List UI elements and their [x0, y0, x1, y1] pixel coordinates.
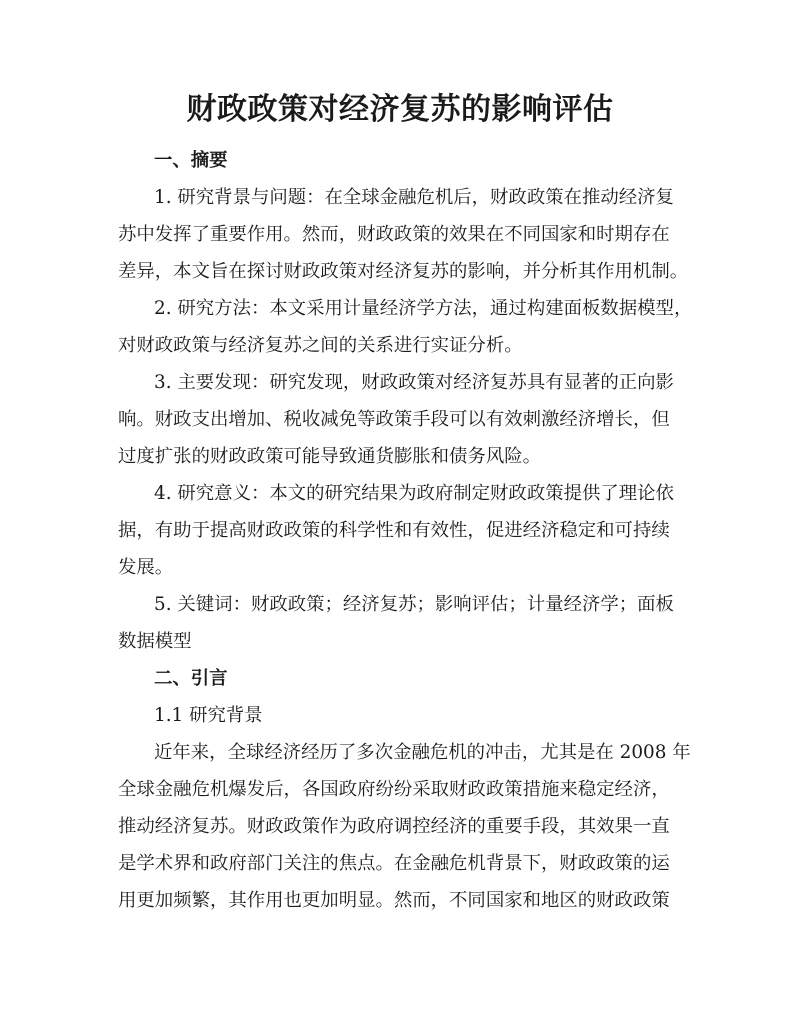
text-line: 发展。 — [118, 557, 174, 578]
text-line: 4. 研究意义：本文的研究结果为政府制定财政政策提供了理论依 — [154, 483, 674, 504]
text-line: 1. 研究背景与问题：在全球金融危机后，财政政策在推动经济复 — [154, 187, 674, 208]
text-line: 是学术界和政府部门关注的焦点。在金融危机背景下，财政政策的运 — [118, 853, 670, 874]
section-heading-introduction: 二、引言 — [154, 668, 228, 689]
text-line: 苏中发挥了重要作用。然而，财政政策的效果在不同国家和时期存在 — [118, 224, 670, 245]
text-line: 全球金融危机爆发后，各国政府纷纷采取财政政策措施来稳定经济， — [118, 779, 670, 800]
section-heading-abstract: 一、摘要 — [154, 150, 228, 171]
text-line: 5. 关键词：财政政策；经济复苏；影响评估；计量经济学；面板 — [154, 594, 674, 615]
document-title: 财政政策对经济复苏的影响评估 — [186, 92, 614, 127]
text-line: 用更加频繁，其作用也更加明显。然而，不同国家和地区的财政政策 — [118, 890, 670, 911]
text-line: 差异，本文旨在探讨财政政策对经济复苏的影响，并分析其作用机制。 — [118, 261, 689, 282]
text-line: 近年来，全球经济经历了多次金融危机的冲击，尤其是在 2008 年 — [154, 742, 691, 763]
text-line: 数据模型 — [118, 631, 192, 652]
text-line: 响。财政支出增加、税收减免等政策手段可以有效刺激经济增长，但 — [118, 409, 670, 430]
text-line: 3. 主要发现：研究发现，财政政策对经济复苏具有显著的正向影 — [154, 372, 674, 393]
text-line: 过度扩张的财政政策可能导致通货膨胀和债务风险。 — [118, 446, 541, 467]
text-line: 据，有助于提高财政政策的科学性和有效性，促进经济稳定和可持续 — [118, 520, 670, 541]
subsection-heading: 1.1 研究背景 — [154, 705, 263, 726]
text-line: 2. 研究方法：本文采用计量经济学方法，通过构建面板数据模型， — [154, 298, 693, 319]
text-line: 对财政政策与经济复苏之间的关系进行实证分析。 — [118, 335, 523, 356]
text-line: 推动经济复苏。财政政策作为政府调控经济的重要手段，其效果一直 — [118, 816, 670, 837]
